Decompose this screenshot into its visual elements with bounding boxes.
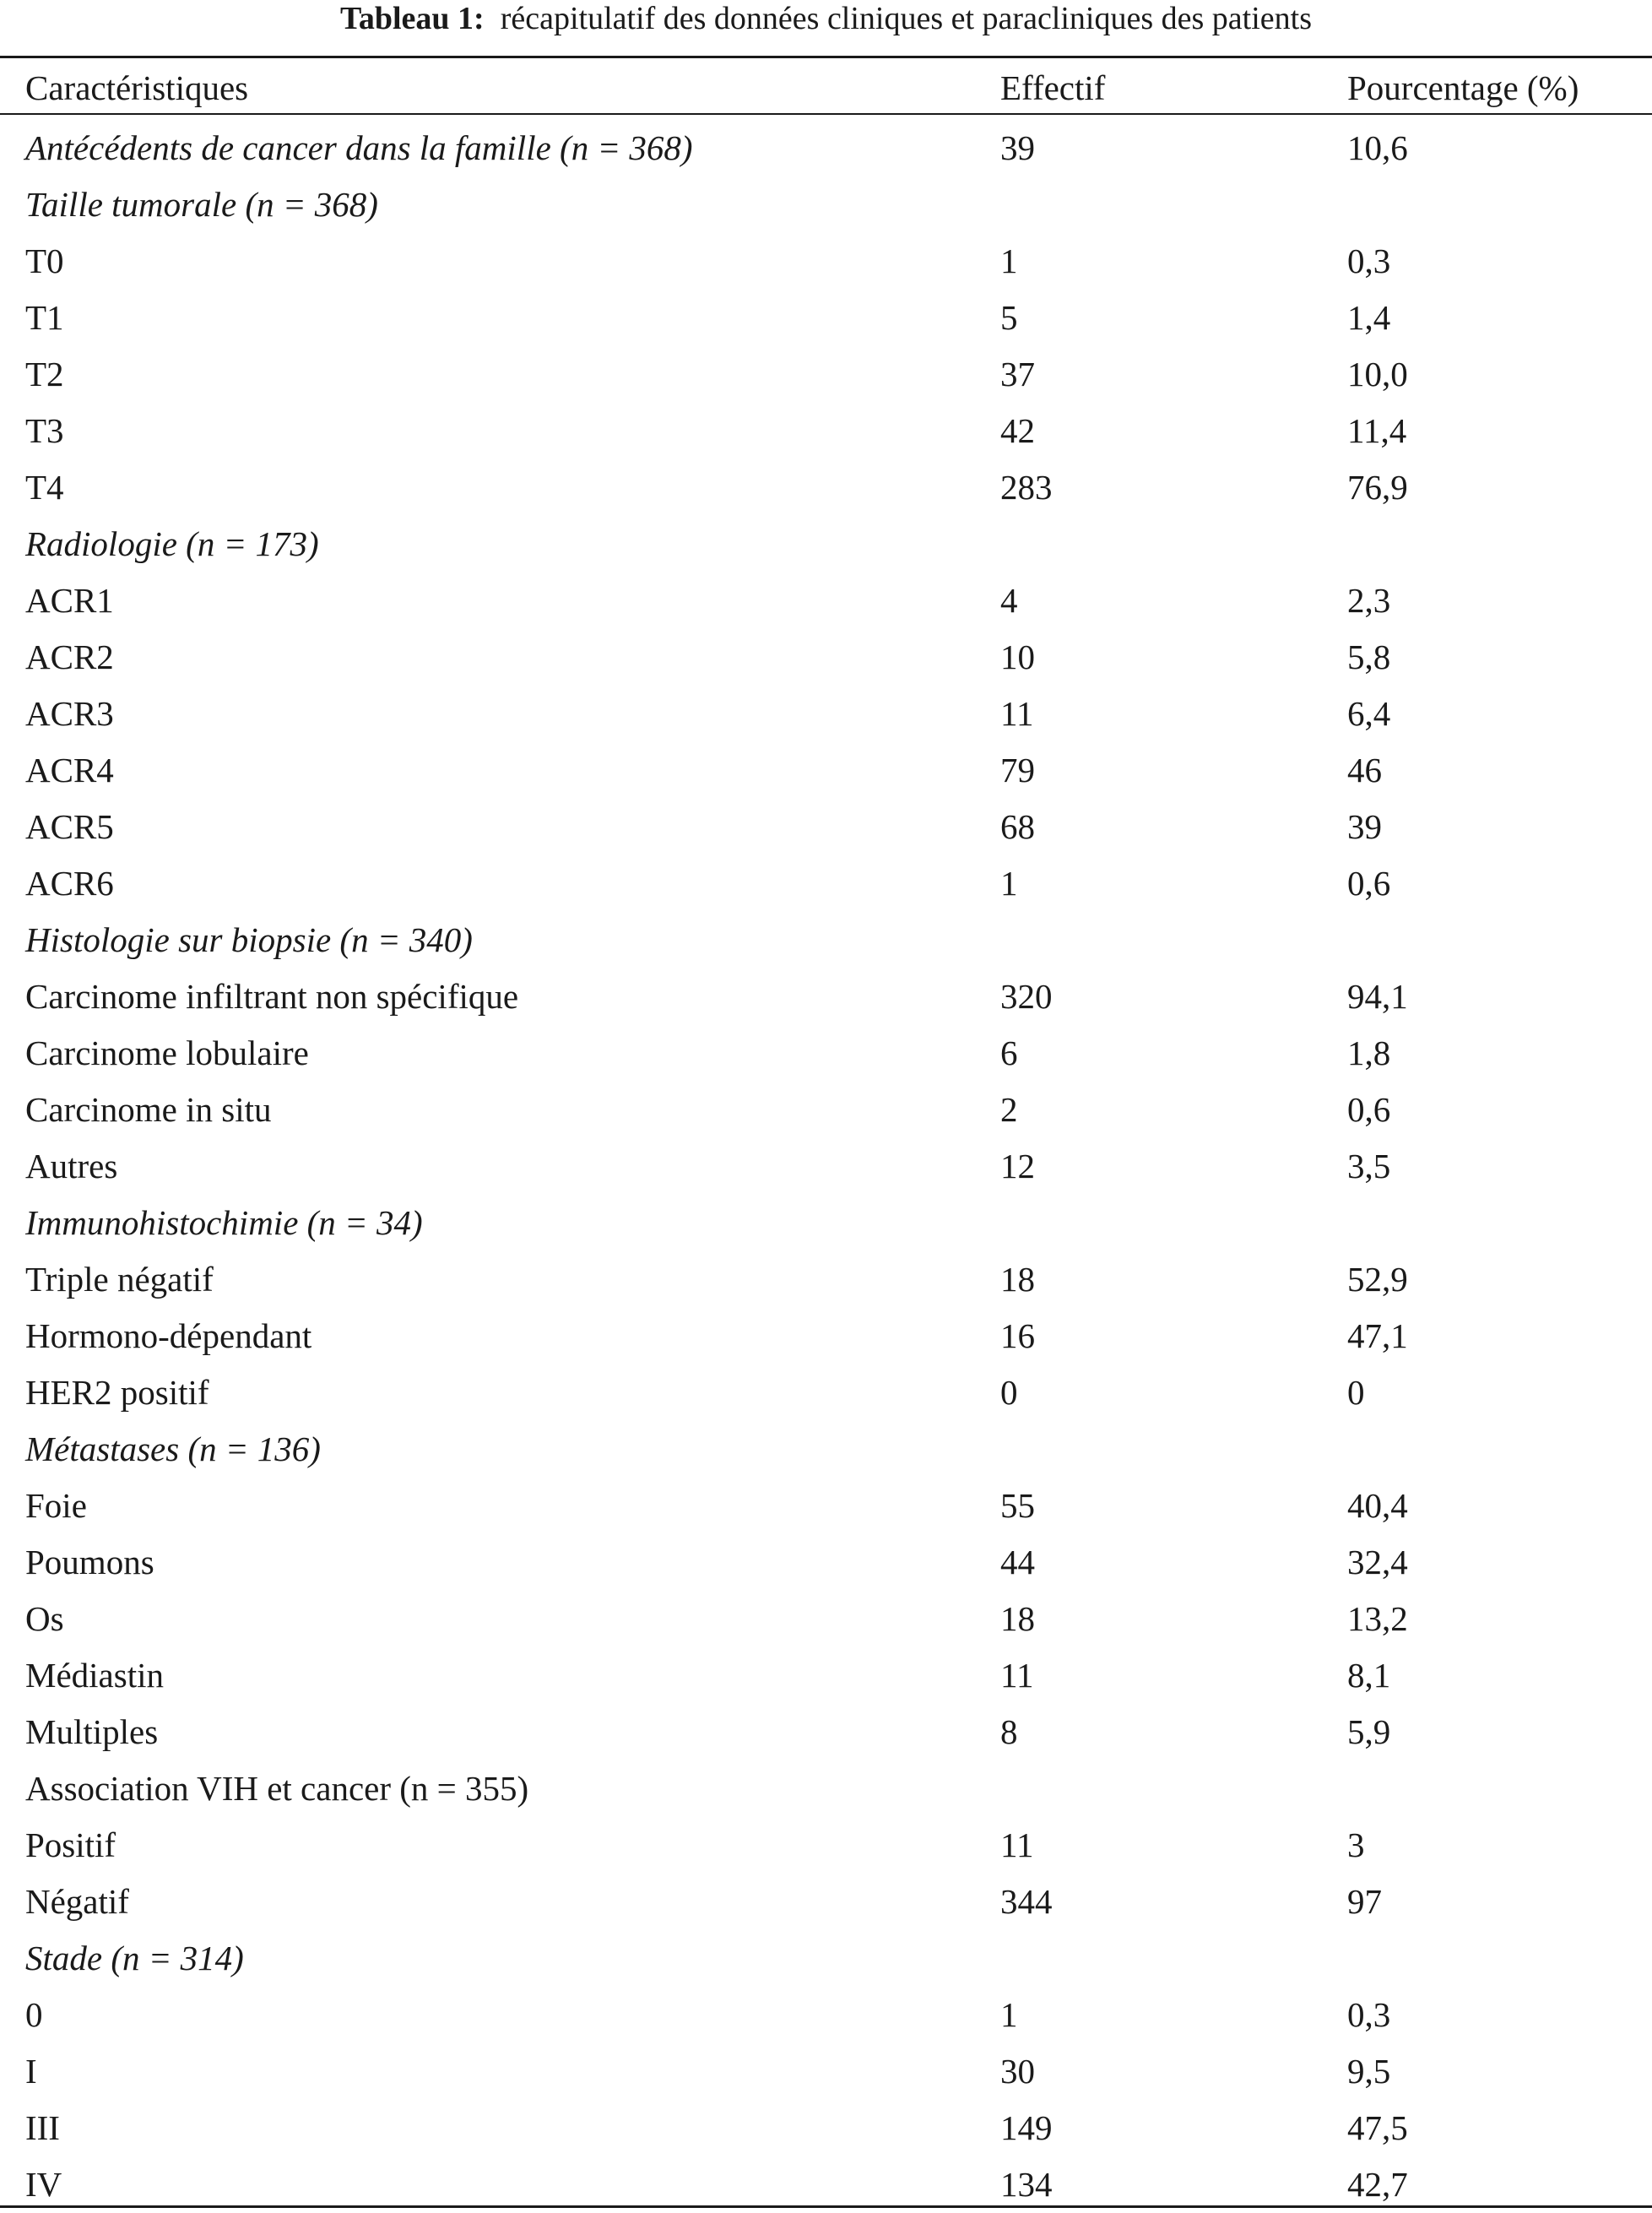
row-label: T1 [25, 297, 64, 337]
row-label: T0 [25, 241, 64, 280]
row-pourcentage: 52,9 [1347, 1259, 1408, 1299]
row-pourcentage: 10,6 [1347, 127, 1408, 167]
row-pourcentage: 2,3 [1347, 580, 1391, 620]
row-label: Autres [25, 1146, 118, 1185]
row-effectif: 344 [1000, 1881, 1053, 1921]
row-pourcentage: 0,6 [1347, 1089, 1391, 1129]
row-pourcentage: 1,8 [1347, 1033, 1391, 1072]
row-label: IV [25, 2164, 62, 2204]
row-effectif [1000, 515, 1347, 572]
row-pourcentage: 0,3 [1347, 241, 1391, 280]
row-pourcentage: 0,6 [1347, 863, 1391, 903]
row-effectif: 12 [1000, 1146, 1035, 1185]
row-effectif: 1 [1000, 863, 1018, 903]
row-pourcentage: 47,5 [1347, 2107, 1408, 2147]
row-pourcentage: 11,4 [1347, 410, 1407, 450]
row-label: Métastases (n = 136) [25, 1429, 321, 1468]
table-row [0, 402, 1652, 458]
row-effectif: 0 [1000, 1372, 1018, 1412]
table-row [0, 345, 1652, 402]
row-pourcentage [1347, 176, 1652, 232]
row-label: Stade (n = 314) [25, 1938, 244, 1977]
row-effectif: 134 [1000, 2164, 1053, 2204]
row-pourcentage: 32,4 [1347, 1542, 1408, 1581]
row-effectif [1000, 176, 1347, 232]
row-label: ACR3 [25, 693, 114, 733]
table-section-row [0, 1194, 1652, 1250]
table-section-row [0, 515, 1652, 572]
table-row [0, 1364, 1652, 1420]
table-caption-text: récapitulatif des données cliniques et paracliniques des patients [500, 1, 1312, 36]
row-pourcentage: 13,2 [1347, 1598, 1408, 1638]
row-effectif: 68 [1000, 806, 1035, 846]
table-row [0, 1477, 1652, 1533]
row-pourcentage: 9,5 [1347, 2051, 1391, 2091]
table-top-rule [0, 56, 1652, 58]
row-label: ACR5 [25, 806, 114, 846]
table-row [0, 458, 1652, 515]
row-pourcentage [1347, 1929, 1652, 1986]
row-pourcentage [1347, 911, 1652, 968]
row-label: Antécédents de cancer dans la famille (n = 368) [25, 127, 693, 167]
row-label: Positif [25, 1825, 116, 1864]
table-caption [0, 0, 1652, 41]
column-header-pourcentage: Pourcentage (%) [1347, 68, 1579, 107]
row-label: ACR4 [25, 750, 114, 789]
row-label: Carcinome infiltrant non spécifique [25, 976, 519, 1016]
row-pourcentage: 5,8 [1347, 637, 1391, 676]
row-effectif: 11 [1000, 693, 1034, 733]
row-pourcentage: 3 [1347, 1825, 1365, 1864]
row-label: Carcinome lobulaire [25, 1033, 309, 1072]
row-label: Multiples [25, 1711, 159, 1751]
row-effectif: 320 [1000, 976, 1053, 1016]
row-effectif: 11 [1000, 1825, 1034, 1864]
table-row [0, 1307, 1652, 1364]
row-pourcentage: 5,9 [1347, 1711, 1391, 1751]
row-pourcentage [1347, 515, 1652, 572]
row-pourcentage: 39 [1347, 806, 1382, 846]
row-pourcentage: 97 [1347, 1881, 1382, 1921]
header-row [0, 62, 1652, 113]
row-label: Foie [25, 1485, 87, 1525]
table-section-row [0, 119, 1652, 176]
table-header-rule [0, 113, 1652, 115]
row-label: Radiologie (n = 173) [25, 523, 319, 563]
table-row [0, 741, 1652, 798]
row-effectif: 1 [1000, 241, 1018, 280]
table-caption-label: Tableau 1: [340, 1, 485, 36]
table-body [0, 119, 1652, 2212]
table-row [0, 1590, 1652, 1646]
row-pourcentage: 76,9 [1347, 467, 1408, 507]
row-label: Triple négatif [25, 1259, 214, 1299]
table-row [0, 1703, 1652, 1760]
row-effectif: 11 [1000, 1655, 1034, 1695]
row-pourcentage: 94,1 [1347, 976, 1408, 1016]
row-pourcentage: 40,4 [1347, 1485, 1408, 1525]
row-label: T2 [25, 354, 64, 393]
table-row [0, 2042, 1652, 2099]
table-row [0, 968, 1652, 1024]
row-pourcentage: 10,0 [1347, 354, 1408, 393]
row-effectif: 18 [1000, 1598, 1035, 1638]
table-rows [0, 119, 1652, 2212]
row-effectif: 6 [1000, 1033, 1018, 1072]
column-header-effectif: Effectif [1000, 68, 1106, 107]
row-pourcentage: 42,7 [1347, 2164, 1408, 2204]
row-label: Histologie sur biopsie (n = 340) [25, 919, 473, 959]
row-label: Poumons [25, 1542, 154, 1581]
row-effectif: 55 [1000, 1485, 1035, 1525]
table-row [0, 572, 1652, 628]
row-effectif: 8 [1000, 1711, 1018, 1751]
row-pourcentage: 0 [1347, 1372, 1365, 1412]
table-row [0, 1024, 1652, 1081]
row-label: 0 [25, 1994, 43, 2034]
row-effectif [1000, 1420, 1347, 1477]
table-section-row [0, 1929, 1652, 1986]
row-label: Taille tumorale (n = 368) [25, 184, 378, 224]
table-header [0, 62, 1652, 113]
row-effectif [1000, 1760, 1347, 1816]
row-pourcentage: 1,4 [1347, 297, 1391, 337]
table-row [0, 1250, 1652, 1307]
row-label: I [25, 2051, 37, 2091]
row-effectif: 39 [1000, 127, 1035, 167]
table-row [0, 2099, 1652, 2156]
row-label: III [25, 2107, 60, 2147]
table-row [0, 1533, 1652, 1590]
row-effectif: 2 [1000, 1089, 1018, 1129]
table-row [0, 628, 1652, 685]
table-row [0, 685, 1652, 741]
row-effectif: 4 [1000, 580, 1018, 620]
table-section-row [0, 1420, 1652, 1477]
table-row [0, 232, 1652, 289]
row-effectif: 79 [1000, 750, 1035, 789]
table-row [0, 1873, 1652, 1929]
table-row [0, 1986, 1652, 2042]
row-label: ACR6 [25, 863, 114, 903]
table-row [0, 289, 1652, 345]
table-row [0, 1816, 1652, 1873]
row-effectif [1000, 1929, 1347, 1986]
row-pourcentage [1347, 1420, 1652, 1477]
row-label: ACR1 [25, 580, 114, 620]
row-effectif: 30 [1000, 2051, 1035, 2091]
row-effectif: 18 [1000, 1259, 1035, 1299]
row-effectif: 149 [1000, 2107, 1053, 2147]
table-bottom-rule [0, 2205, 1652, 2208]
row-pourcentage: 0,3 [1347, 1994, 1391, 2034]
row-label: Association VIH et cancer (n = 355) [25, 1768, 529, 1808]
row-pourcentage: 46 [1347, 750, 1382, 789]
row-effectif: 42 [1000, 410, 1035, 450]
row-pourcentage: 8,1 [1347, 1655, 1391, 1695]
table-row [0, 1137, 1652, 1194]
row-label: Hormono-dépendant [25, 1315, 312, 1355]
row-pourcentage [1347, 1194, 1652, 1250]
row-pourcentage: 6,4 [1347, 693, 1391, 733]
table-row [0, 2156, 1652, 2212]
row-effectif: 283 [1000, 467, 1053, 507]
row-label: Négatif [25, 1881, 129, 1921]
row-effectif: 37 [1000, 354, 1035, 393]
row-label: HER2 positif [25, 1372, 209, 1412]
row-label: ACR2 [25, 637, 114, 676]
table-row [0, 854, 1652, 911]
row-effectif: 10 [1000, 637, 1035, 676]
row-effectif: 1 [1000, 1994, 1018, 2034]
row-effectif [1000, 1194, 1347, 1250]
column-header-caracteristiques: Caractéristiques [25, 68, 249, 107]
row-pourcentage: 47,1 [1347, 1315, 1408, 1355]
table-section-row [0, 176, 1652, 232]
row-effectif: 5 [1000, 297, 1018, 337]
row-label: Carcinome in situ [25, 1089, 272, 1129]
row-label: T4 [25, 467, 64, 507]
row-label: Immunohistochimie (n = 34) [25, 1202, 423, 1242]
table-row [0, 1646, 1652, 1703]
table-row [0, 1081, 1652, 1137]
row-label: Os [25, 1598, 64, 1638]
row-pourcentage [1347, 1760, 1652, 1816]
row-label: Médiastin [25, 1655, 164, 1695]
table-section-row [0, 911, 1652, 968]
row-label: T3 [25, 410, 64, 450]
row-effectif: 44 [1000, 1542, 1035, 1581]
table-section-row [0, 1760, 1652, 1816]
row-effectif: 16 [1000, 1315, 1035, 1355]
table-row [0, 798, 1652, 854]
row-pourcentage: 3,5 [1347, 1146, 1391, 1185]
row-effectif [1000, 911, 1347, 968]
